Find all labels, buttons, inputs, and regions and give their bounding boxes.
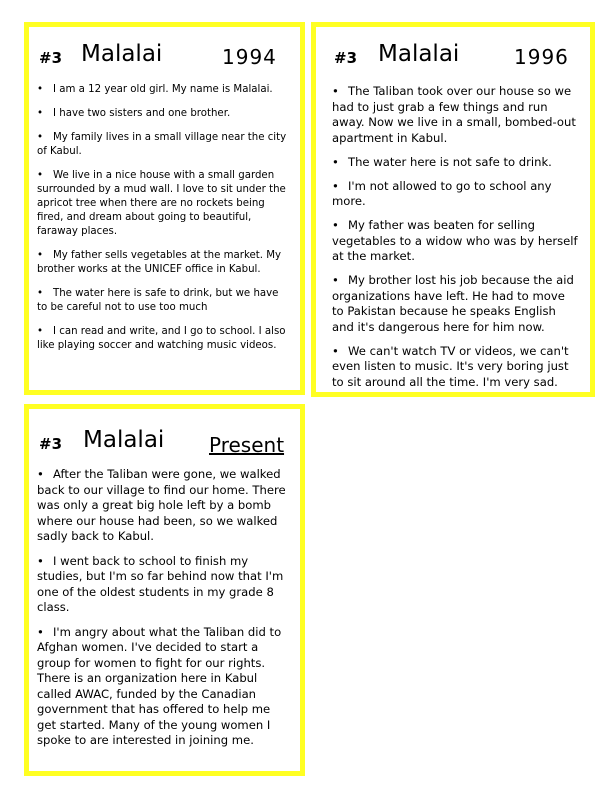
bullet-icon: •: [37, 553, 44, 568]
list-item: [37, 107, 288, 121]
card-present: [24, 404, 305, 776]
card-header: [332, 41, 578, 71]
card-period: Present: [209, 433, 285, 457]
list-item: [37, 249, 288, 277]
bullet-icon: •: [37, 170, 44, 181]
list-item: [332, 344, 578, 391]
list-item-text: We live in a nice house with a small garden surrounded by a mud wall. I love to sit under the apricot tree when there are no rockets being fired, and dream about going to beautiful, faraway places.: [37, 170, 286, 237]
bullet-icon: •: [332, 343, 339, 358]
bullet-icon: •: [37, 132, 44, 143]
fact-list: [37, 467, 288, 749]
bullet-icon: •: [37, 624, 44, 639]
list-item-text: The water here is safe to drink, but we have to be careful not to use too much: [37, 288, 279, 313]
list-item: [332, 218, 578, 265]
list-item-text: The water here is not safe to drink.: [348, 154, 552, 169]
card-1994: [24, 22, 305, 395]
bullet-icon: •: [332, 178, 339, 193]
bullet-icon: •: [37, 288, 44, 299]
bullet-icon: •: [332, 84, 339, 98]
list-item-text: After the Taliban were gone, we walked back to our village to find our home. There was only a great big hole left by a bomb where our house had been, so we walked sadly back to Kabul.: [37, 467, 286, 543]
list-item-text: I went back to school to finish my studies, but I'm so far behind now that I'm one of the oldest students in my grade 8 class.: [37, 553, 284, 614]
list-item: [332, 84, 578, 146]
card-year: 1996: [514, 45, 569, 69]
list-item-text: My family lives in a small village near the city of Kabul.: [37, 132, 287, 157]
list-item: [332, 273, 578, 335]
list-item-text: My father was beaten for selling vegetables to a widow who was by herself at the market.: [332, 218, 578, 263]
card-name: Malalai: [378, 41, 460, 67]
card-number: #3: [334, 49, 358, 67]
list-item: [37, 169, 288, 239]
card-year: 1994: [222, 45, 277, 69]
card-header: [37, 427, 288, 457]
list-item-text: I can read and write, and I go to school. I also like playing soccer and watching music videos.: [37, 326, 286, 351]
bullet-icon: •: [37, 326, 44, 337]
list-item-text: I have two sisters and one brother.: [53, 108, 231, 119]
list-item: [37, 554, 288, 616]
list-item: [37, 325, 288, 353]
card-1996: [311, 22, 595, 397]
bullet-icon: •: [37, 84, 44, 95]
list-item: [37, 467, 288, 545]
list-item: [332, 155, 578, 171]
bullet-icon: •: [332, 273, 339, 287]
fact-list: [37, 83, 288, 353]
list-item-text: The Taliban took over our house so we had to just grab a few things and run away. Now we live in a small, bombed-out apartment in Kabul.: [332, 84, 576, 145]
list-item-text: My father sells vegetables at the market. My brother works at the UNICEF office in Kabul.: [37, 250, 282, 275]
card-name: Malalai: [83, 427, 165, 453]
bullet-icon: •: [332, 218, 339, 232]
card-number: #3: [39, 435, 63, 453]
list-item: [37, 625, 288, 749]
list-item-text: We can't watch TV or videos, we can't even listen to music. It's very boring just to sit around all the time. I'm very sad.: [332, 343, 569, 389]
bullet-icon: •: [37, 250, 44, 261]
bullet-icon: •: [37, 108, 44, 119]
card-number: #3: [39, 49, 63, 67]
list-item: [37, 131, 288, 159]
list-item: [37, 287, 288, 315]
list-item: [37, 83, 288, 97]
bullet-icon: •: [332, 154, 339, 169]
list-item-text: I'm angry about what the Taliban did to Afghan women. I've decided to start a group for women to fight for our rights. There is an organization here in Kabul called AWAC, funded by the Canadian government that has offered to help me get started. Many of the young women I spoke to are interested in joining me.: [37, 624, 282, 747]
list-item-text: I'm not allowed to go to school any more.: [332, 178, 552, 208]
list-item: [332, 179, 578, 210]
card-header: [37, 41, 288, 71]
card-name: Malalai: [81, 41, 163, 67]
fact-list: [332, 84, 578, 390]
list-item-text: My brother lost his job because the aid organizations have left. He had to move to Pakistan because he speaks English and it's dangerous here for him now.: [332, 273, 574, 334]
list-item-text: I am a 12 year old girl. My name is Malalai.: [53, 84, 273, 95]
bullet-icon: •: [37, 467, 44, 481]
